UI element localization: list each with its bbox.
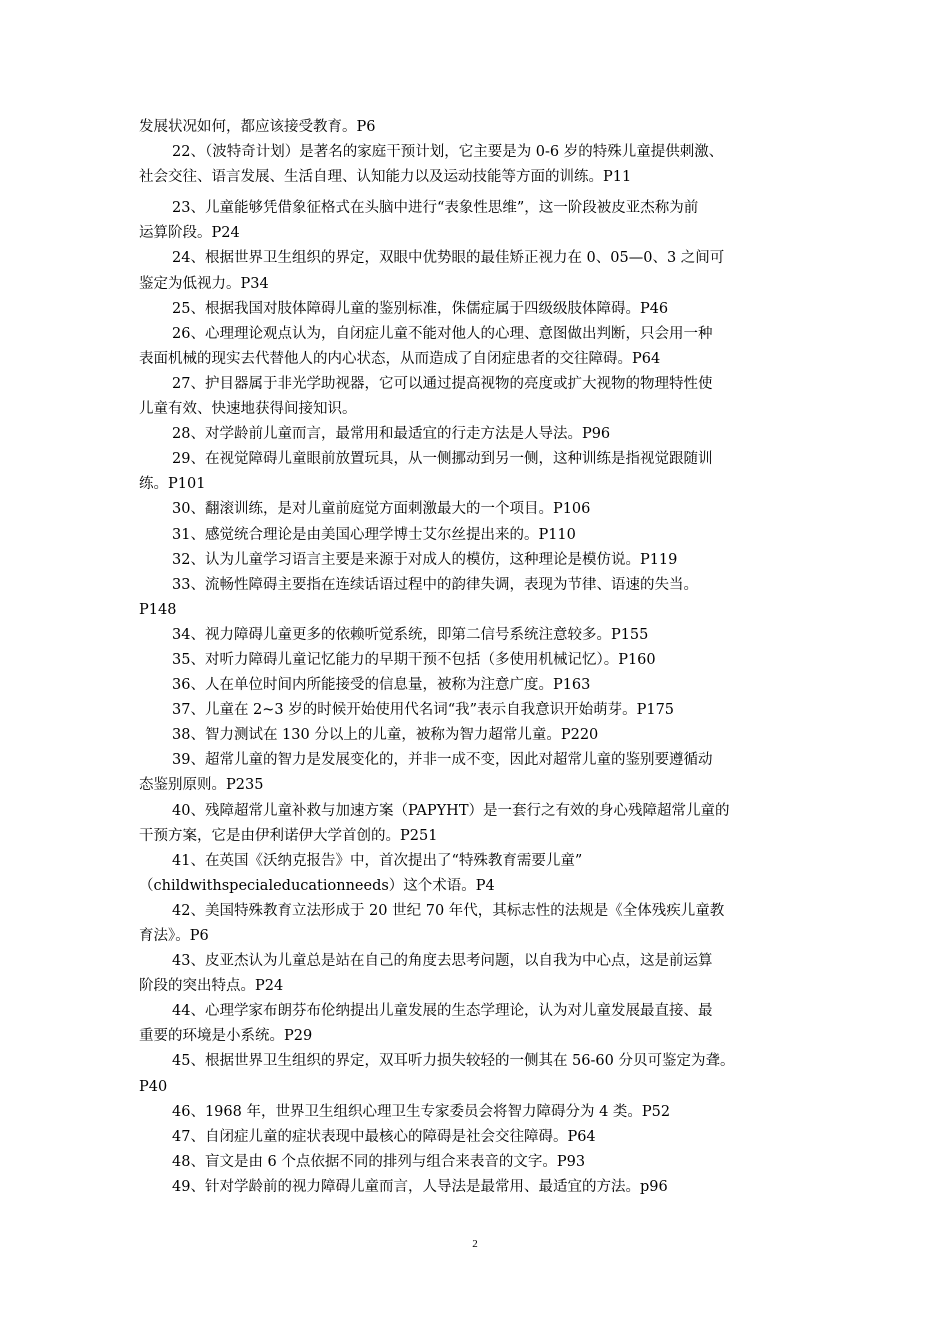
item-continuation-line: 阶段的突出特点。P24 — [139, 978, 284, 995]
item-first-line: 22、（波特奇计划）是著名的家庭干预计划，它主要是为 0-6 岁的特殊儿童提供刺激、 — [172, 144, 724, 161]
item-continuation-line: P148 — [139, 601, 177, 618]
item-first-line: 29、在视觉障碍儿童眼前放置玩具，从一侧挪动到另一侧，这种训练是指视觉跟随训 — [172, 451, 713, 468]
item-first-line: 35、对听力障碍儿童记忆能力的早期干预不包括（多使用机械记忆）。P160 — [172, 651, 656, 668]
item-first-line: 31、感觉统合理论是由美国心理学博士艾尔丝提出来的。P110 — [172, 526, 576, 543]
item-first-line: 45、根据世界卫生组织的界定，双耳听力损失较轻的一侧其在 56-60 分贝可鉴定为聋。 — [172, 1053, 735, 1070]
item-first-line: 40、残障超常儿童补救与加速方案（PAPYHT）是一套行之有效的身心残障超常儿童的 — [172, 802, 730, 819]
item-continuation-line: 运算阶段。P24 — [139, 225, 240, 242]
item-continuation-line: 儿童有效、快速地获得间接知识。 — [139, 401, 357, 418]
item-first-line: 36、人在单位时间内所能接受的信息量，被称为注意广度。P163 — [172, 677, 591, 694]
item-first-line: 43、皮亚杰认为儿童总是站在自己的角度去思考问题，以自我为中心点，这是前运算 — [172, 953, 713, 970]
item-first-line: 23、儿童能够凭借象征格式在头脑中进行“表象性思维”，这一阶段被皮亚杰称为前 — [172, 200, 699, 217]
item-continuation-line: 发展状况如何，都应该接受教育。P6 — [139, 119, 376, 135]
document-body — [139, 115, 839, 1200]
item-first-line: 38、智力测试在 130 分以上的儿童，被称为智力超常儿童。P220 — [172, 727, 599, 744]
item-continuation-line: 干预方案，它是由伊利诺伊大学首创的。P251 — [139, 827, 438, 844]
item-continuation-line: （childwithspecialeducationneeds）这个术语。P4 — [139, 877, 495, 894]
item-continuation-line: 练。P101 — [139, 476, 206, 493]
item-first-line: 39、超常儿童的智力是发展变化的，并非一成不变，因此对超常儿童的鉴别要遵循动 — [172, 752, 713, 769]
item-continuation-line: 鉴定为低视力。P34 — [139, 275, 269, 292]
item-continuation-line: 表面机械的现实去代替他人的内心状态，从而造成了自闭症患者的交往障碍。P64 — [139, 350, 661, 367]
item-first-line: 41、在英国《沃纳克报告》中，首次提出了“特殊教育需要儿童” — [172, 852, 583, 869]
item-continuation-line: 社会交往、语言发展、生活自理、认知能力以及运动技能等方面的训练。P11 — [139, 169, 632, 186]
item-continuation-line: 育法》。P6 — [139, 928, 209, 944]
item-first-line: 49、针对学龄前的视力障碍儿童而言，人导法是最常用、最适宜的方法。p96 — [172, 1178, 668, 1195]
item-first-line: 44、心理学家布朗芬布伦纳提出儿童发展的生态学理论，认为对儿童发展最直接、最 — [172, 1003, 713, 1020]
item-first-line: 33、流畅性障碍主要指在连续话语过程中的韵律失调，表现为节律、语速的失当。 — [172, 576, 698, 593]
item-continuation-line: P40 — [139, 1078, 168, 1095]
item-first-line: 30、翻滚训练，是对儿童前庭觉方面刺激最大的一个项目。P106 — [172, 501, 591, 518]
item-first-line: 32、认为儿童学习语言主要是来源于对成人的模仿，这种理论是模仿说。P119 — [172, 551, 678, 568]
item-first-line: 28、对学龄前儿童而言，最常用和最适宜的行走方法是人导法。P96 — [172, 426, 611, 443]
item-first-line: 37、儿童在 2~3 岁的时候开始使用代名词“我”表示自我意识开始萌芽。P175 — [172, 702, 675, 719]
item-first-line: 26、心理理论观点认为，自闭症儿童不能对他人的心理、意图做出判断，只会用一种 — [172, 325, 713, 342]
item-first-line: 47、自闭症儿童的症状表现中最核心的障碍是社会交往障碍。P64 — [172, 1128, 596, 1145]
item-first-line: 48、盲文是由 6 个点依据不同的排列与组合来表音的文字。P93 — [172, 1153, 586, 1170]
item-first-line: 42、美国特殊教育立法形成于 20 世纪 70 年代，其标志性的法规是《全体残疾儿童教 — [172, 902, 725, 919]
item-continuation-line: 态鉴别原则。P235 — [139, 777, 264, 794]
item-continuation-line: 重要的环境是小系统。P29 — [139, 1028, 313, 1045]
item-first-line: 34、视力障碍儿童更多的依赖听觉系统，即第二信号系统注意较多。P155 — [172, 626, 649, 643]
item-first-line: 24、根据世界卫生组织的界定，双眼中优势眼的最佳矫正视力在 0、05—0、3 之间可 — [172, 250, 725, 267]
item-first-line: 27、护目器属于非光学助视器，它可以通过提高视物的亮度或扩大视物的物理特性使 — [172, 375, 713, 392]
item-first-line: 46、1968 年，世界卫生组织心理卫生专家委员会将智力障碍分为 4 类。P52 — [172, 1103, 671, 1120]
item-first-line: 25、根据我国对肢体障碍儿童的鉴别标准，侏儒症属于四级级肢体障碍。P46 — [172, 300, 669, 317]
page-number: 2 — [472, 1238, 478, 1250]
